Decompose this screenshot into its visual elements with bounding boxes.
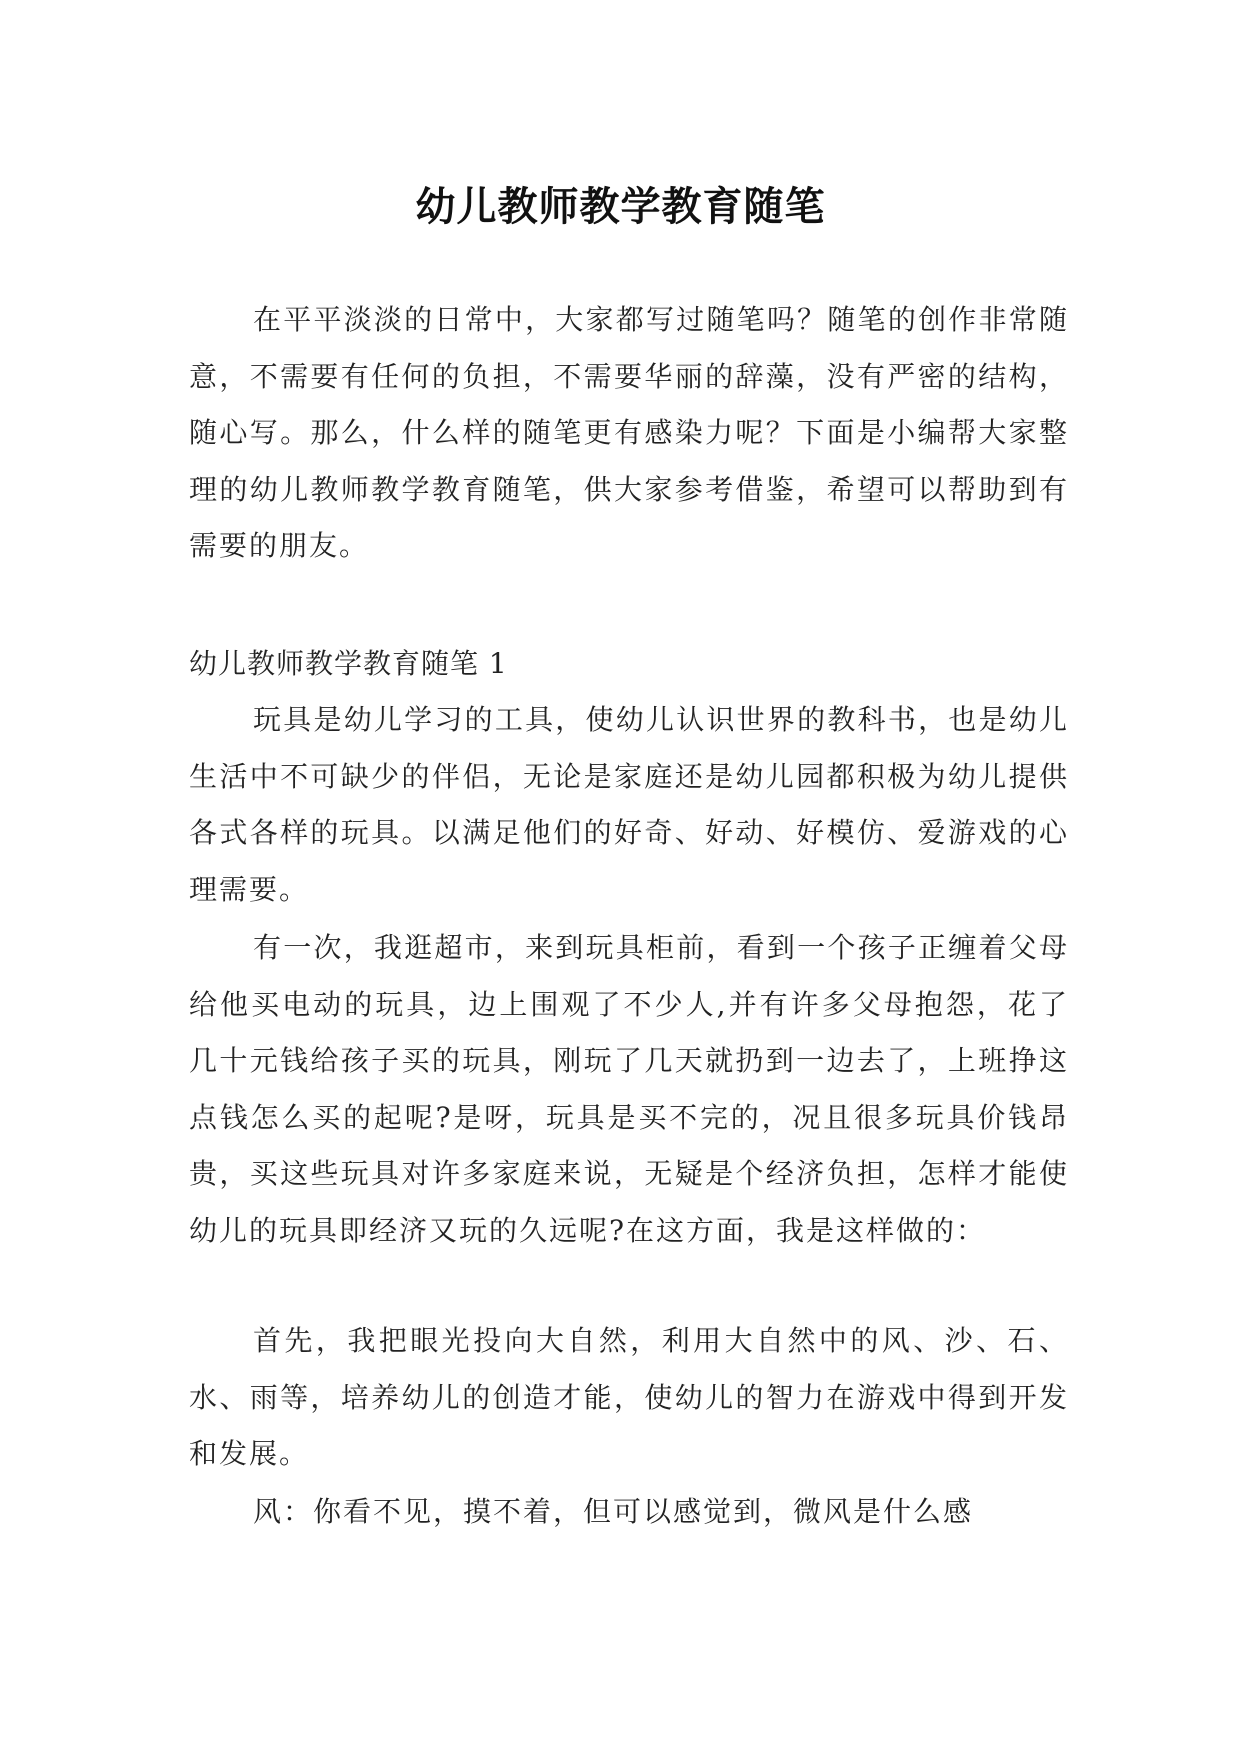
- intro-paragraph: 在平平淡淡的日常中，大家都写过随笔吗？随笔的创作非常随意，不需要有任何的负担，不需要华丽的辞藻，没有严密的结构，随心写。那么，什么样的随笔更有感染力呢？下面是小编帮大家整理的幼儿教师教学教育随笔，供大家参考借鉴，希望可以帮助到有需要的朋友。: [189, 303, 1069, 562]
- body-paragraph: 玩具是幼儿学习的工具，使幼儿认识世界的教科书，也是幼儿生活中不可缺少的伴侣，无论是家庭还是幼儿园都积极为幼儿提供各式各样的玩具。以满足他们的好奇、好动、好模仿、爱游戏的心理需要。: [189, 703, 1069, 906]
- document-title: 幼儿教师教学教育随笔: [415, 182, 826, 230]
- body-paragraph: 风：你看不见，摸不着，但可以感觉到，微风是什么感: [253, 1495, 974, 1528]
- section-heading: 幼儿教师教学教育随笔 1: [189, 647, 508, 680]
- body-paragraph: 首先，我把眼光投向大自然，利用大自然中的风、沙、石、水、雨等，培养幼儿的创造才能，使幼儿的智力在游戏中得到开发和发展。: [189, 1324, 1069, 1470]
- body-paragraph: 有一次，我逛超市，来到玩具柜前，看到一个孩子正缠着父母给他买电动的玩具，边上围观了不少人,并有许多父母抱怨，花了几十元钱给孩子买的玩具，刚玩了几天就扔到一边去了，上班挣这点钱怎么买的起呢?是呀，玩具是买不完的，况且很多玩具价钱昂贵，买这些玩具对许多家庭来说，无疑是个经济负担，怎样才能使幼儿的玩具即经济又玩的久远呢?在这方面，我是这样做的：: [189, 931, 1069, 1247]
